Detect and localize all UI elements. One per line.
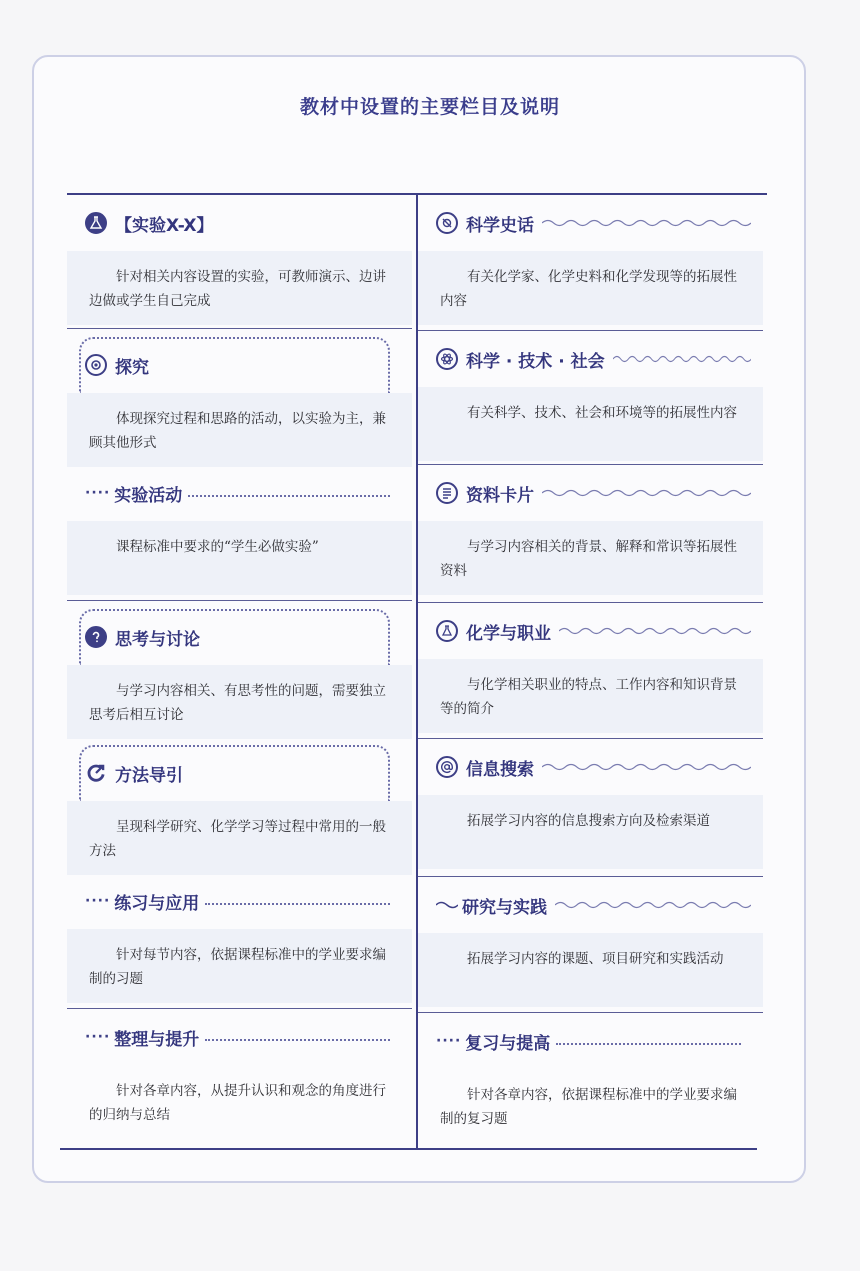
- document-icon: [436, 482, 458, 504]
- item-label: 方法导引: [115, 765, 183, 786]
- column-item-experiment: [67, 195, 412, 329]
- history-icon: [436, 212, 458, 234]
- dotted-line: [205, 903, 390, 905]
- item-label: 复习与提高: [465, 1033, 551, 1054]
- wavy-lead-icon: [436, 900, 458, 910]
- item-description: 有关科学、技术、社会和环境等的拓展性内容: [418, 387, 763, 461]
- item-description: 拓展学习内容的课题、项目研究和实践活动: [418, 933, 763, 1007]
- item-label: 信息搜索: [466, 759, 534, 780]
- item-description: 针对各章内容，从提升认识和观念的角度进行的归纳与总结: [67, 1065, 412, 1139]
- column-item-practice: [67, 873, 412, 1009]
- dotted-line: [556, 1043, 741, 1045]
- wavy-line: [542, 762, 751, 772]
- question-icon: [85, 626, 107, 648]
- dots-leader: ····: [436, 1033, 462, 1049]
- item-label: 化学与职业: [466, 623, 551, 644]
- wavy-line: [613, 354, 751, 364]
- item-label: 整理与提升: [114, 1029, 200, 1050]
- item-description: 针对相关内容设置的实验，可教师演示、边讲边做或学生自己完成: [67, 251, 412, 325]
- item-description: 体现探究过程和思路的活动，以实验为主，兼顾其他形式: [67, 393, 412, 467]
- label-prefix: 【: [115, 215, 132, 236]
- item-description: 与学习内容相关、有思考性的问题，需要独立思考后相互讨论: [67, 665, 412, 739]
- wavy-line: [542, 488, 751, 498]
- item-description: 有关化学家、化学史料和化学发现等的拓展性内容: [418, 251, 763, 325]
- column-item-chem-career: [418, 603, 763, 739]
- column-item-info-search: [418, 739, 763, 877]
- dots-leader: ····: [85, 485, 111, 501]
- at-icon: [436, 756, 458, 778]
- column-item-lab-activity: [67, 465, 412, 601]
- column-item-sts: [418, 331, 763, 465]
- wavy-line: [555, 900, 751, 910]
- column-item-inquiry: [67, 329, 412, 465]
- atom-icon: [436, 348, 458, 370]
- column-item-review: [418, 1013, 763, 1149]
- arrow-circle-icon: [85, 762, 107, 784]
- item-label: 实验X-X: [132, 215, 197, 236]
- item-description: 针对每节内容，依据课程标准中的学业要求编制的习题: [67, 929, 412, 1003]
- item-description: 呈现科学研究、化学学习等过程中常用的一般方法: [67, 801, 412, 875]
- column-item-research: [418, 877, 763, 1013]
- column-item-method: [67, 737, 412, 873]
- dots-leader: ····: [85, 1029, 111, 1045]
- item-label: 资料卡片: [466, 485, 534, 506]
- column-item-discussion: [67, 601, 412, 737]
- dotted-line: [205, 1039, 390, 1041]
- item-description: 针对各章内容，依据课程标准中的学业要求编制的复习题: [418, 1069, 763, 1143]
- page-title: 教材中设置的主要栏目及说明: [299, 96, 560, 118]
- dotted-line: [188, 495, 390, 497]
- dots-leader: ····: [85, 893, 111, 909]
- column-item-summary: [67, 1009, 412, 1147]
- target-icon: [85, 354, 107, 376]
- item-description: 与学习内容相关的背景、解释和常识等拓展性资料: [418, 521, 763, 595]
- item-label: 练习与应用: [114, 893, 200, 914]
- item-label: 实验活动: [114, 485, 183, 506]
- item-label: 科学史话: [466, 215, 534, 236]
- item-description: 与化学相关职业的特点、工作内容和知识背景等的简介: [418, 659, 763, 733]
- flask-icon: [85, 212, 107, 234]
- flask-person-icon: [436, 620, 458, 642]
- item-label: 科学 · 技术 · 社会: [466, 351, 605, 372]
- item-description: 课程标准中要求的“学生必做实验”: [67, 521, 412, 595]
- column-item-data-card: [418, 465, 763, 603]
- item-description: 拓展学习内容的信息搜索方向及检索渠道: [418, 795, 763, 869]
- item-label: 探究: [115, 357, 149, 378]
- column-item-science-history: [418, 195, 763, 331]
- item-label: 研究与实践: [462, 897, 547, 918]
- wavy-line: [542, 218, 751, 228]
- item-label: 思考与讨论: [115, 629, 200, 650]
- wavy-line: [559, 626, 751, 636]
- label-suffix: 】: [196, 215, 214, 236]
